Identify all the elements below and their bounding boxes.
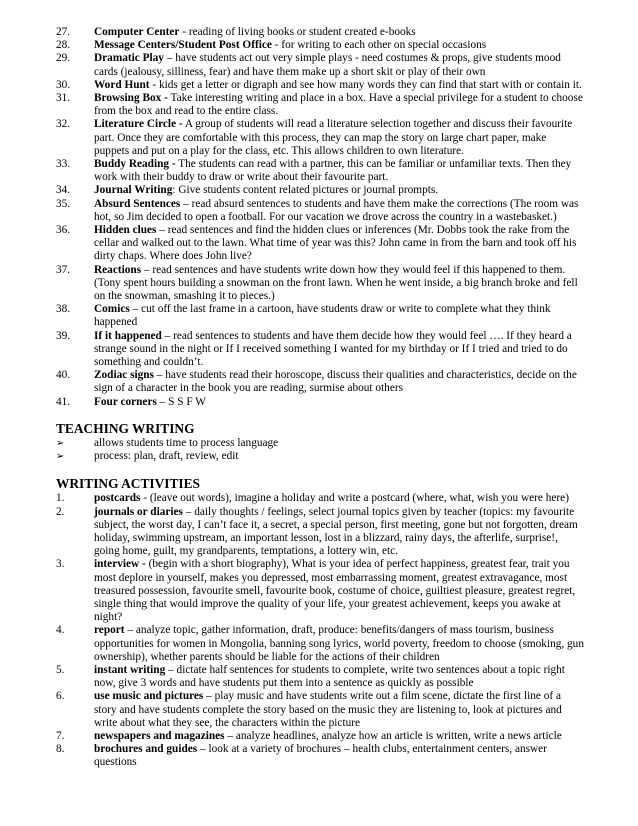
list-item [56, 79, 584, 92]
item-text: : Give students content related pictures or journal prompts. [172, 184, 439, 197]
item-number: 30. [56, 78, 71, 91]
item-text: – read sentences to students and have them decide how they would feel …. If they heard a strange sound in the night or If I received something I wanted for my birthday or If I tried and tried to do something and couldn’t. [94, 329, 572, 369]
arrow-bullet-icon: ➢ [56, 437, 65, 449]
item-term: Absurd Sentences [94, 197, 181, 210]
list-item [56, 264, 584, 304]
item-term: use music and pictures [94, 690, 204, 703]
item-text: - kids get a letter or digraph and see how many words they can find that start with or contain it. [149, 78, 582, 91]
item-text: – look at a variety of brochures – health clubs, entertainment centers, answer questions [94, 743, 547, 769]
item-term: report [94, 624, 125, 637]
item-text: – analyze topic, gather information, draft, produce: benefits/dangers of mass tourism, business opportunities for women in Mongolia, banning song lyrics, world poverty, freedom to choose (smoking, gun ownership), whether parents should be liable for the actions of their children [94, 624, 584, 663]
item-term: Computer Center [94, 26, 180, 38]
teaching-bullets [56, 437, 584, 463]
item-text: – read sentences and have students write down how they would feel if this happened to them. (Tony spent hours building a snowman on the front lawn. When he went inside, a big branch broke and fell on the snowman, smashing it to pieces.) [94, 263, 578, 303]
item-text: – have students read their horoscope, discuss their qualities and characteristics, decide on the sign of a character in the book you are reading, surmise about others [94, 369, 577, 395]
list-item [56, 330, 584, 370]
item-number: 8. [56, 743, 65, 756]
item-number: 35. [56, 197, 71, 210]
item-term: Four corners [94, 395, 157, 408]
list-item [56, 624, 584, 664]
list-item [56, 52, 584, 78]
arrow-bullet-icon: ➢ [56, 451, 65, 463]
item-number: 37. [56, 263, 71, 276]
item-term: Browsing Box - [94, 92, 168, 105]
item-text: Take interesting writing and place in a box. Have a special privilege for a student to choose from the box and read to the entire class. [94, 92, 583, 118]
item-term: Reactions [94, 263, 142, 276]
list-item [56, 396, 584, 409]
item-term: newspapers and magazines [94, 729, 225, 742]
list-item [56, 690, 584, 730]
item-term: If it happened [94, 329, 162, 342]
item-text: - reading of living books or student created e-books [179, 26, 416, 38]
item-number: 29. [56, 52, 71, 65]
item-text: – have students act out very simple plays - need costumes & props, give students mood cards (jealousy, silliness, fear) and have them make up a short skit or play of their own [94, 52, 561, 78]
item-text: - for writing to each other on special occasions [271, 39, 487, 52]
item-text: – S S F W [156, 395, 206, 408]
list-item [56, 26, 584, 39]
item-text: – dictate half sentences for students to complete, write two sentences about a topic right now, give 3 words and have students put them into a sentence as quickly as possible [94, 663, 565, 690]
item-term: Journal Writing [94, 184, 173, 197]
item-term: Word Hunt [94, 78, 150, 91]
list-item [56, 92, 584, 118]
list-item [56, 198, 584, 224]
activities-list [56, 492, 584, 769]
item-term: interview - [94, 558, 146, 571]
item-term: Comics [94, 303, 130, 316]
item-term: Buddy Reading - [94, 158, 176, 171]
item-number: 38. [56, 303, 71, 316]
item-text: A group of students will read a literature selection together and discuss their favourite part. Once they are comfortable with this process, they can map the story on large chart paper, make puppets and put on a play for the class, etc. This allows children to own literature. [94, 118, 573, 157]
item-number: 28. [56, 39, 71, 52]
item-term: Hidden clues [94, 224, 157, 237]
item-number: 27. [56, 26, 71, 38]
list-item [56, 184, 584, 197]
list-item [56, 369, 584, 395]
list-item [56, 118, 584, 158]
bullet-item [56, 450, 584, 463]
bullet-text: allows students time to process language [94, 436, 279, 449]
item-text: (begin with a short biography), What is your idea of perfect happiness, greatest fear, trait you most deplore in yourself, makes you depressed, most embarrassing moment, greatest extravagance, most treasured possession, favourite smell, favourite book, costume of choice, guiltiest pleasure, greatest regret, single thing that would improve the quality of your life, your greatest achievement, keeps you awake at night? [94, 558, 576, 624]
item-text: – play music and have students write out a film scene, dictate the first line of a story and have students complete the story based on the music they are listening to, look at pictures and write about what they see, the characters within the picture [94, 690, 562, 729]
writing-activities-heading: WRITING ACTIVITIES [56, 476, 200, 492]
item-text: – daily thoughts / feelings, select journal topics given by teacher (topics: my favourite subject, the worst day, I can’t face it, a secret, a special person, first meeting, gone but not forgotten, dream holiday, swimming upstream, an important lesson, lost in a blizzard, rainy days, the afterlife, surprise!, going home, guilt, my grandparents, temptations, a lottery win, etc. [94, 505, 578, 558]
list-item [56, 303, 584, 329]
document-body [56, 26, 584, 770]
item-text: – read absurd sentences to students and have them make the corrections (The room was hot, so Jim decided to open a football. For our vacation we drove across the country in a wastebasket.) [94, 197, 579, 223]
item-text: – read sentences and find the hidden clues or inferences (Mr. Dobbs took the rake from the cellar and walked out to the lawn. What time of year was this? John came in from the barn and took off his dirty chaps. Where does John live? [94, 224, 577, 263]
list-item [56, 730, 584, 743]
item-number: 7. [56, 729, 65, 742]
list-item [56, 39, 584, 52]
item-number: 3. [56, 558, 65, 571]
item-number: 39. [56, 329, 71, 342]
item-number: 34. [56, 184, 71, 197]
list-item [56, 558, 584, 624]
item-text: The students can read with a partner, this can be familiar or unfamiliar texts. Then they work with their buddy to draw or write about their favourite part. [94, 158, 572, 184]
teaching-writing-heading: TEACHING WRITING [56, 420, 195, 436]
item-term: Dramatic Play [94, 52, 164, 65]
list-item [56, 492, 584, 505]
item-number: 2. [56, 505, 65, 518]
item-number: 31. [56, 92, 71, 105]
item-number: 33. [56, 158, 71, 171]
list-item [56, 224, 584, 264]
list-item [56, 664, 584, 690]
item-number: 6. [56, 690, 65, 703]
bullet-text: process: plan, draft, review, edit [94, 450, 239, 463]
item-number: 1. [56, 492, 65, 505]
item-text: - (leave out words), imagine a holiday and write a postcard (where, what, wish you were here) [140, 492, 569, 505]
item-number: 5. [56, 663, 65, 676]
list-item [56, 506, 584, 559]
item-term: journals or diaries [94, 505, 183, 518]
item-number: 36. [56, 224, 71, 237]
center-list [56, 26, 584, 409]
item-number: 40. [56, 369, 71, 382]
item-term: Zodiac signs [94, 369, 154, 382]
item-term: instant writing [94, 663, 166, 676]
item-number: 32. [56, 118, 71, 131]
list-item [56, 743, 584, 769]
item-number: 4. [56, 624, 65, 637]
list-item [56, 158, 584, 184]
item-term: brochures and guides [94, 743, 198, 756]
item-term: postcards [94, 492, 141, 505]
item-text: – analyze headlines, analyze how an article is written, write a news article [224, 729, 562, 742]
bullet-item [56, 437, 584, 450]
item-text: – cut off the last frame in a cartoon, have students draw or write to complete what they think happened [94, 303, 551, 329]
item-term: Literature Circle - [94, 118, 183, 131]
item-term: Message Centers/Student Post Office [94, 39, 272, 52]
item-number: 41. [56, 395, 71, 408]
